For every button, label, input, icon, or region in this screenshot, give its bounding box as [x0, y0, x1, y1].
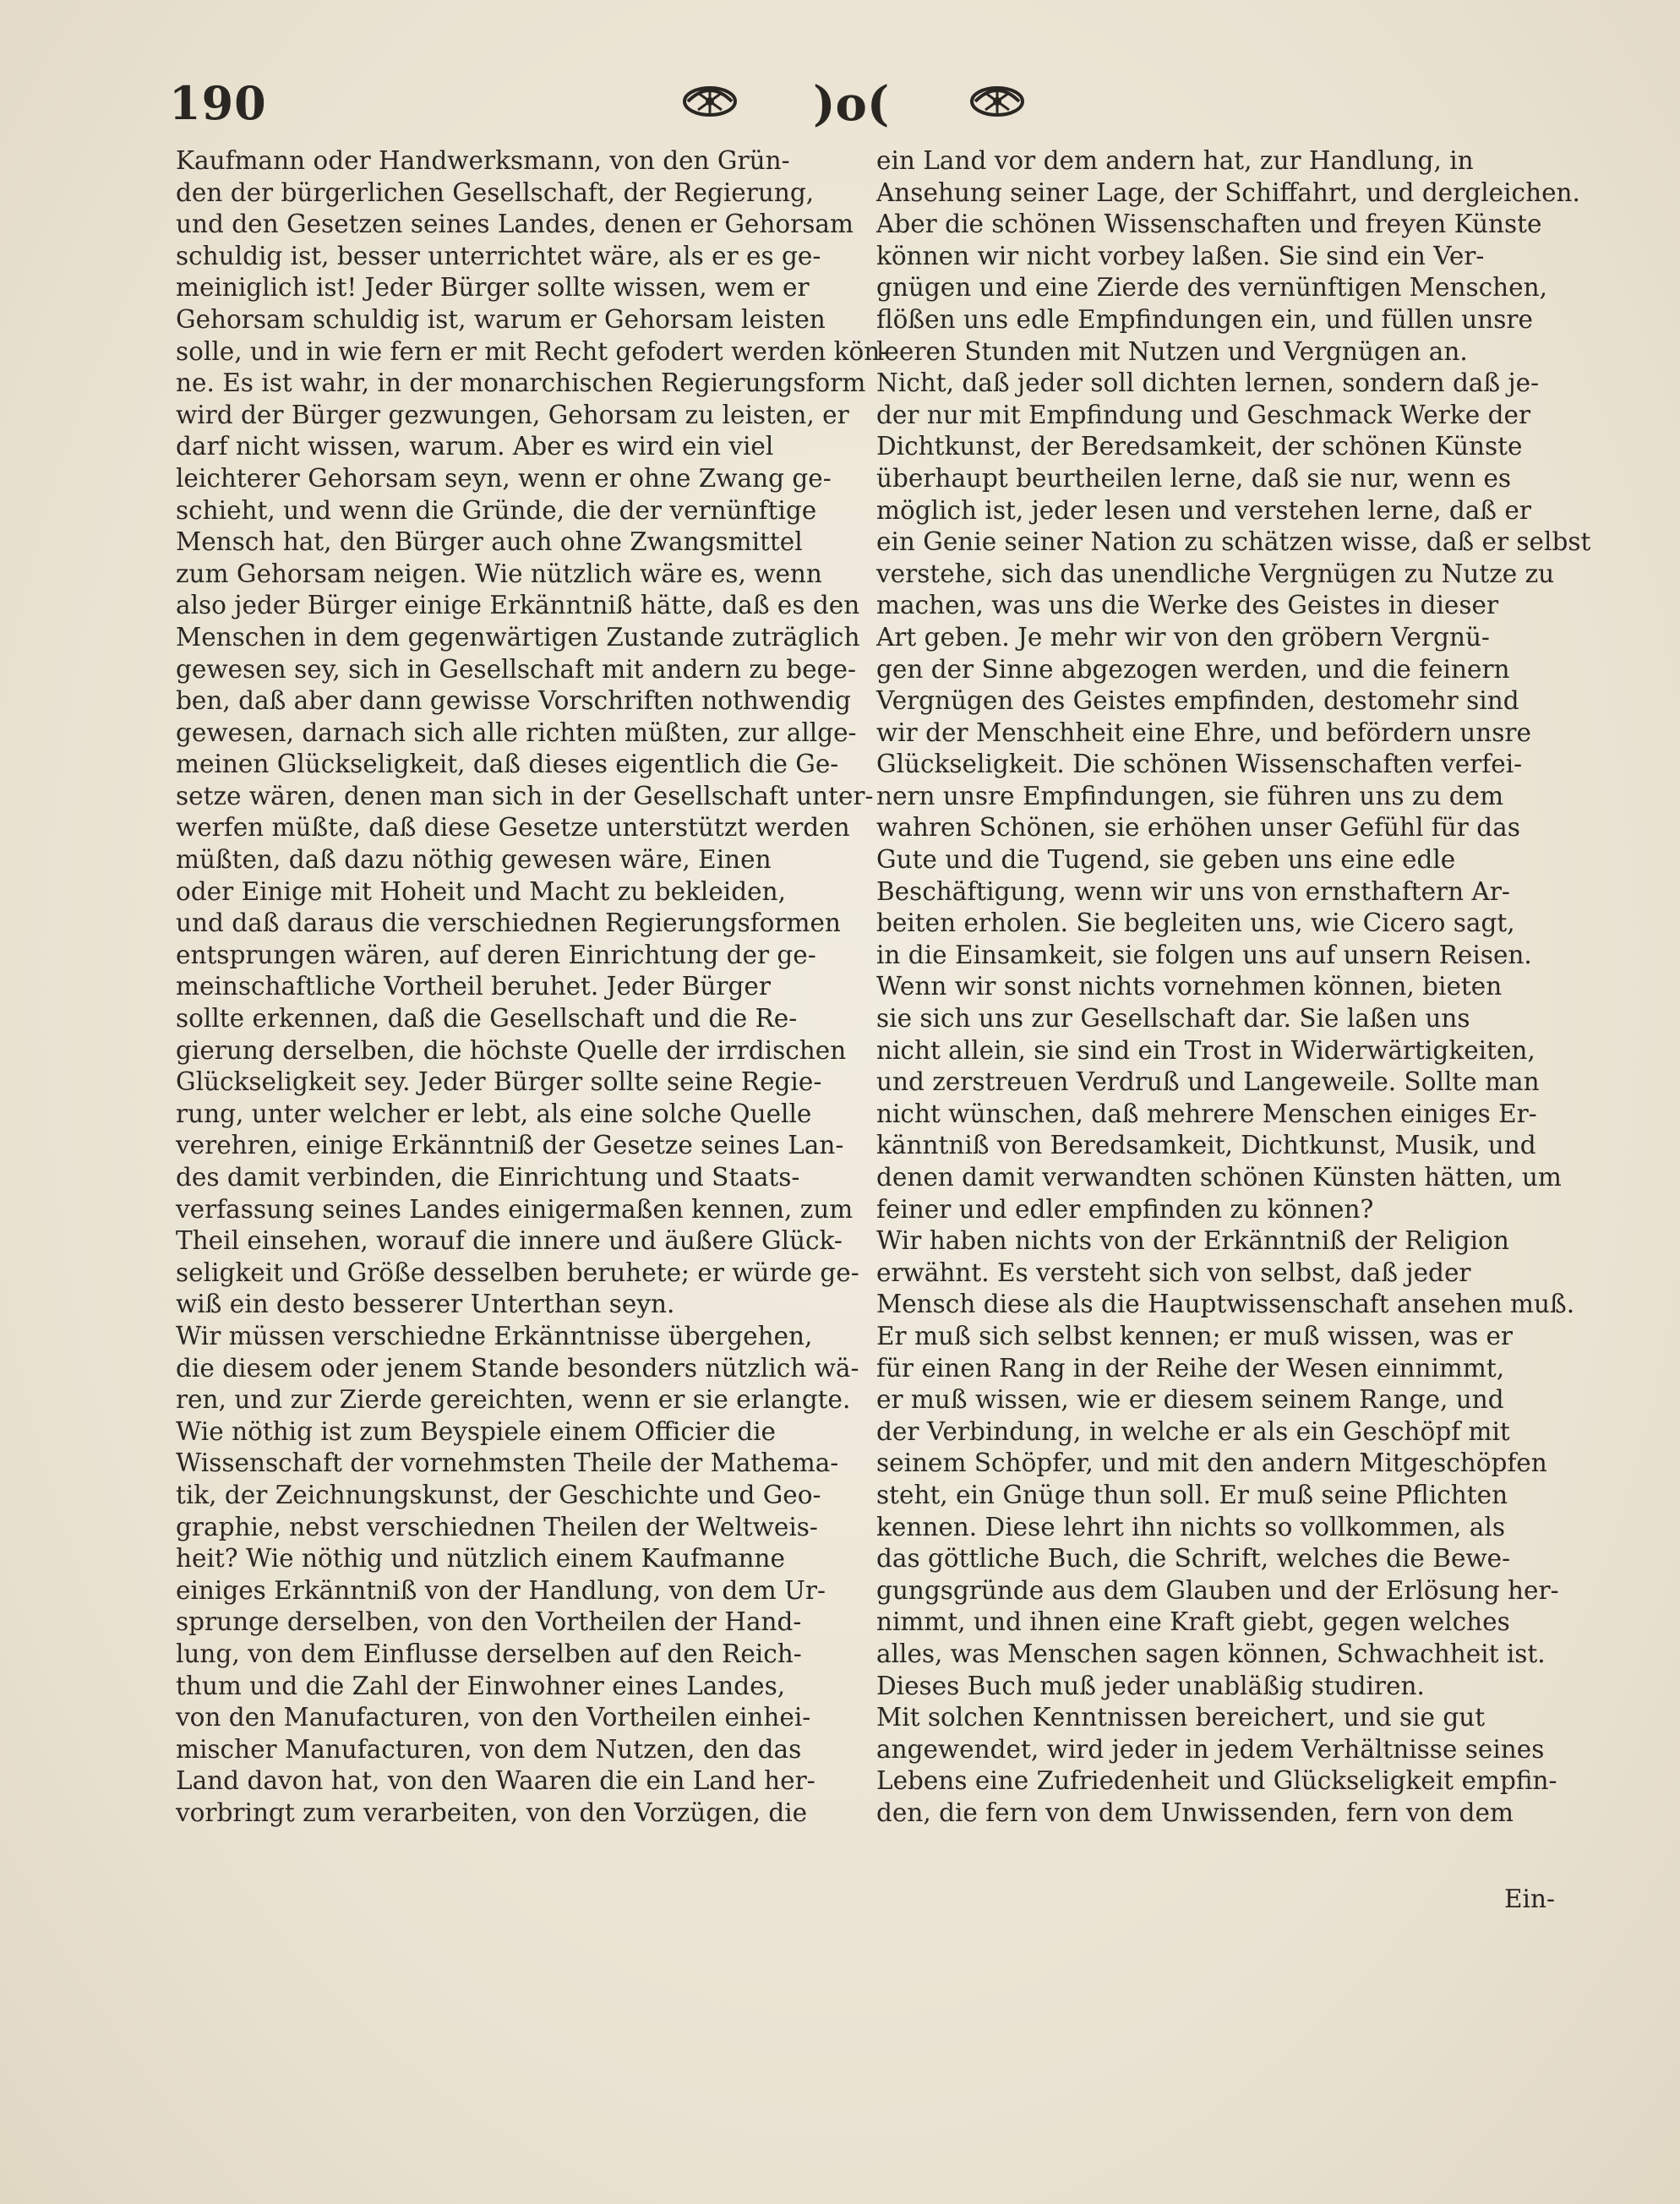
text-line: die diesem oder jenem Stande besonders nützlich wä-	[176, 1353, 859, 1383]
text-line: ein Land vor dem andern hat, zur Handlung, in	[876, 146, 1474, 175]
text-line: känntniß von Beredsamkeit, Dichtkunst, Musik, und	[876, 1131, 1536, 1160]
text-line: setze wären, denen man sich in der Gesellschaft unter-	[176, 781, 874, 810]
text-line: sprunge derselben, von den Vortheilen der Hand-	[176, 1607, 802, 1637]
text-line: alles, was Menschen sagen können, Schwachheit ist.	[876, 1639, 1546, 1668]
text-line: denen damit verwandten schönen Künsten hätten, um	[876, 1163, 1562, 1192]
fleuron-ornament-icon	[963, 78, 1031, 120]
text-line: Wir haben nichts von der Erkänntniß der Religion	[876, 1226, 1509, 1256]
text-line: Gehorsam schuldig ist, warum er Gehorsam leisten	[176, 304, 826, 334]
text-line: Ansehung seiner Lage, der Schiffahrt, und dergleichen.	[876, 177, 1580, 207]
text-line: Aber die schönen Wissenschaften und freyen Künste	[876, 210, 1542, 239]
text-line: er muß wissen, wie er diesem seinem Range, und	[876, 1385, 1504, 1415]
header-divider: )o(	[813, 76, 890, 132]
text-line: gen der Sinne abgezogen werden, und die feinern	[876, 654, 1510, 684]
text-line: Gute und die Tugend, sie geben uns eine edle	[876, 845, 1456, 875]
text-line: verfassung seines Landes einigermaßen kennen, zum	[176, 1194, 854, 1224]
text-line: entsprungen wären, auf deren Einrichtung der ge-	[176, 940, 816, 969]
text-line: überhaupt beurtheilen lerne, daß sie nur, wenn es	[876, 463, 1512, 493]
text-line: ein Genie seiner Nation zu schätzen wisse, daß er selbst	[876, 527, 1591, 557]
text-line: Dieses Buch muß jeder unabläßig studiren.	[876, 1671, 1425, 1700]
text-line: Wenn wir sonst nichts vornehmen können, bieten	[876, 972, 1503, 1001]
text-line: lung, von dem Einflusse derselben auf den Reich-	[176, 1639, 802, 1668]
text-line: vorbringt zum verarbeiten, von den Vorzügen, die	[176, 1798, 808, 1827]
text-line: feiner und edler empfinden zu können?	[876, 1194, 1374, 1224]
text-line: Nicht, daß jeder soll dichten lernen, sondern daß je-	[876, 368, 1540, 398]
text-line: gewesen sey, sich in Gesellschaft mit andern zu bege-	[176, 654, 856, 684]
text-line: und daß daraus die verschiednen Regierungsformen	[176, 908, 841, 938]
text-line: gierung derselben, die höchste Quelle der irrdischen	[176, 1035, 847, 1065]
text-line: Dichtkunst, der Beredsamkeit, der schönen Künste	[876, 432, 1523, 461]
text-line: in die Einsamkeit, sie folgen uns auf unsern Reisen.	[876, 940, 1532, 969]
text-line: gungsgründe aus dem Glauben und der Erlösung her-	[876, 1575, 1559, 1605]
text-line: darf nicht wissen, warum. Aber es wird ein viel	[176, 432, 774, 461]
page-header	[169, 76, 1555, 132]
text-line: das göttliche Buch, die Schrift, welches die Bewe-	[876, 1544, 1511, 1574]
text-line: schuldig ist, besser unterrichtet wäre, als er es ge-	[176, 241, 821, 270]
text-line: meiniglich ist! Jeder Bürger sollte wissen, wem er	[176, 273, 810, 303]
text-line: seinem Schöpfer, und mit den andern Mitgeschöpfen	[876, 1448, 1547, 1478]
text-line: wir der Menschheit eine Ehre, und befördern unsre	[876, 717, 1531, 747]
fleuron-ornament-icon	[676, 78, 744, 120]
text-line: nimmt, und ihnen eine Kraft giebt, gegen welches	[876, 1607, 1510, 1637]
page-number: 190	[169, 76, 267, 130]
text-line: sie sich uns zur Gesellschaft dar. Sie laßen uns	[876, 1004, 1470, 1034]
text-column-left	[176, 145, 889, 1829]
text-line: ne. Es ist wahr, in der monarchischen Regierungsform	[176, 368, 866, 398]
text-line: seligkeit und Größe desselben beruhete; er würde ge-	[176, 1257, 859, 1287]
text-line: zum Gehorsam neigen. Wie nützlich wäre es, wenn	[176, 559, 822, 588]
text-line: den der bürgerlichen Gesellschaft, der Regierung,	[176, 177, 815, 207]
text-line: verehren, einige Erkänntniß der Gesetze seines Lan-	[176, 1131, 844, 1160]
text-line: Vergnügen des Geistes empfinden, destomehr sind	[876, 686, 1519, 716]
text-line: thum und die Zahl der Einwohner eines Landes,	[176, 1671, 786, 1700]
text-line: verstehe, sich das unendliche Vergnügen zu Nutze zu	[876, 559, 1555, 588]
text-line: rung, unter welcher er lebt, als eine solche Quelle	[176, 1099, 812, 1128]
text-line: kennen. Diese lehrt ihn nichts so vollkommen, als	[876, 1512, 1505, 1541]
text-line: machen, was uns die Werke des Geistes in dieser	[876, 591, 1499, 620]
text-line: gewesen, darnach sich alle richten müßten, zur allge-	[176, 717, 857, 747]
text-line: also jeder Bürger einige Erkänntniß hätte, daß es den	[176, 591, 860, 620]
text-line: nicht wünschen, daß mehrere Menschen einiges Er-	[876, 1099, 1537, 1128]
text-line: Mensch diese als die Hauptwissenschaft ansehen muß.	[876, 1290, 1575, 1319]
text-line: ben, daß aber dann gewisse Vorschriften nothwendig	[176, 686, 851, 716]
text-line: Mit solchen Kenntnissen bereichert, und sie gut	[876, 1703, 1486, 1732]
text-line: nern unsre Empfindungen, sie führen uns zu dem	[876, 781, 1504, 810]
text-line: Glückseligkeit. Die schönen Wissenschaften verfei-	[876, 750, 1523, 779]
text-line: leichterer Gehorsam seyn, wenn er ohne Zwang ge-	[176, 463, 832, 493]
text-line: gnügen und eine Zierde des vernünftigen Menschen,	[876, 273, 1547, 303]
text-line: erwähnt. Es versteht sich von selbst, daß jeder	[876, 1257, 1471, 1287]
text-line: der nur mit Empfindung und Geschmack Werke der	[876, 400, 1531, 429]
text-line: solle, und in wie fern er mit Recht gefodert werden kön-	[176, 336, 889, 366]
text-line: Mensch hat, den Bürger auch ohne Zwangsmittel	[176, 527, 803, 557]
text-line: und zerstreuen Verdruß und Langeweile. Sollte man	[876, 1067, 1540, 1097]
text-line: der Verbindung, in welche er als ein Geschöpf mit	[876, 1416, 1510, 1446]
text-line: von den Manufacturen, von den Vortheilen einhei-	[176, 1703, 811, 1732]
text-line: sollte erkennen, daß die Gesellschaft und die Re-	[176, 1004, 798, 1034]
text-line: beiten erholen. Sie begleiten uns, wie Cicero sagt,	[876, 908, 1515, 938]
text-line: oder Einige mit Hoheit und Macht zu bekleiden,	[176, 876, 786, 906]
text-line: müßten, daß dazu nöthig gewesen wäre, Einen	[176, 845, 772, 875]
text-line: und den Gesetzen seines Landes, denen er Gehorsam	[176, 210, 854, 239]
text-line: werfen müßte, daß diese Gesetze unterstützt werden	[176, 813, 850, 843]
text-line: den, die fern von dem Unwissenden, fern von dem	[876, 1798, 1514, 1827]
text-line: Art geben. Je mehr wir von den gröbern Vergnü-	[876, 622, 1490, 652]
text-line: wird der Bürger gezwungen, Gehorsam zu leisten, er	[176, 400, 849, 429]
text-line: tik, der Zeichnungskunst, der Geschichte und Geo-	[176, 1480, 821, 1509]
text-line: meinschaftliche Vortheil beruhet. Jeder Bürger	[176, 972, 771, 1001]
text-line: Menschen in dem gegenwärtigen Zustande zuträglich	[176, 622, 860, 652]
text-line: Glückseligkeit sey. Jeder Bürger sollte seine Regie-	[176, 1067, 822, 1097]
text-line: Wissenschaft der vornehmsten Theile der Mathema-	[176, 1448, 839, 1478]
text-line: meinen Glückseligkeit, daß dieses eigentlich die Ge-	[176, 750, 839, 779]
text-line: mischer Manufacturen, von dem Nutzen, den das	[176, 1734, 802, 1764]
text-line: einiges Erkänntniß von der Handlung, von dem Ur-	[176, 1575, 826, 1605]
text-line: Er muß sich selbst kennen; er muß wissen, was er	[876, 1321, 1514, 1350]
text-line: Wir müssen verschiedne Erkänntnisse übergehen,	[176, 1321, 813, 1350]
text-column-right	[876, 145, 1591, 1829]
text-line: wahren Schönen, sie erhöhen unser Gefühl für das	[876, 813, 1520, 843]
text-line: Land davon hat, von den Waaren die ein Land her-	[176, 1766, 815, 1796]
text-line: nicht allein, sie sind ein Trost in Widerwärtigkeiten,	[876, 1035, 1535, 1065]
text-line: Lebens eine Zufriedenheit und Glückseligkeit empfin-	[876, 1766, 1557, 1796]
text-line: für einen Rang in der Reihe der Wesen einnimmt,	[876, 1353, 1505, 1383]
text-line: Theil einsehen, worauf die innere und äußere Glück-	[176, 1226, 843, 1256]
text-line: des damit verbinden, die Einrichtung und Staats-	[176, 1163, 800, 1192]
text-line: Beschäftigung, wenn wir uns von ernsthaftern Ar-	[876, 876, 1510, 906]
text-line: leeren Stunden mit Nutzen und Vergnügen an.	[876, 336, 1468, 366]
text-line: Kaufmann oder Handwerksmann, von den Grün-	[176, 146, 790, 175]
text-line: schieht, und wenn die Gründe, die der vernünftige	[176, 495, 817, 525]
text-line: möglich ist, jeder lesen und verstehen lerne, daß er	[876, 495, 1531, 525]
text-line: flößen uns edle Empfindungen ein, und füllen unsre	[876, 304, 1533, 334]
text-line: können wir nicht vorbey laßen. Sie sind ein Ver-	[876, 241, 1485, 270]
text-line: heit? Wie nöthig und nützlich einem Kaufmanne	[176, 1544, 786, 1574]
text-line: steht, ein Gnüge thun soll. Er muß seine Pflichten	[876, 1480, 1508, 1509]
text-line: graphie, nebst verschiednen Theilen der Weltweis-	[176, 1512, 818, 1541]
text-line: wiß ein desto besserer Unterthan seyn.	[176, 1290, 675, 1319]
catchword: Ein-	[1504, 1885, 1555, 1913]
text-line: ren, und zur Zierde gereichten, wenn er sie erlangte.	[176, 1385, 851, 1415]
text-line: angewendet, wird jeder in jedem Verhältnisse seines	[876, 1734, 1545, 1764]
text-line: Wie nöthig ist zum Beyspiele einem Officier die	[176, 1416, 777, 1446]
